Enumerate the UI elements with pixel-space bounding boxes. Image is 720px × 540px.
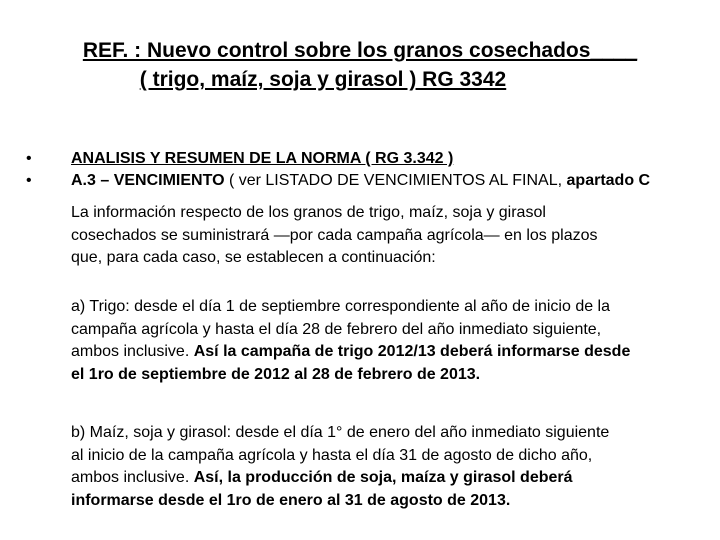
intro-line: que, para cada caso, se establecen a continuación: (71, 249, 436, 266)
bullet-tail: apartado C (566, 172, 651, 189)
paragraph-maiz-soja-girasol (71, 422, 711, 512)
para-b-line: al inicio de la campaña agrícola y hasta el día 31 de agosto de dicho año, (71, 446, 593, 464)
para-b-plain: ambos inclusive. (71, 469, 194, 486)
bullet-rest: ( ver LISTADO DE VENCIMIENTOS AL FINAL, (224, 172, 567, 189)
slide-title (0, 36, 720, 94)
bullet-list (26, 148, 706, 192)
intro-line: cosechados se suministrará —por cada campaña agrícola— en los plazos (71, 226, 598, 244)
bullet-text: ANALISIS Y RESUMEN DE LA NORMA ( RG 3.342 ) (71, 150, 454, 167)
title-line-2: ( trigo, maíz, soja y girasol ) RG 3342 (139, 68, 507, 91)
intro-line: La información respecto de los granos de trigo, maíz, soja y girasol (71, 204, 546, 221)
para-a-line (71, 341, 711, 364)
para-a-line-bold: el 1ro de septiembre de 2012 al 28 de febrero de 2013. (71, 365, 481, 383)
para-b-line-bold: informarse desde el 1ro de enero al 31 de agosto de 2013. (71, 491, 511, 509)
para-a-plain: ambos inclusive. (71, 343, 194, 360)
para-a-line: campaña agrícola y hasta el día 28 de febrero del año inmediato siguiente, (71, 320, 602, 338)
bullet-marker: • (26, 172, 32, 189)
bullet-lead: A.3 – VENCIMIENTO (71, 172, 225, 189)
bullet-text (71, 170, 706, 192)
title-line-1: REF. : Nuevo control sobre los granos cosechados____ (82, 39, 638, 62)
para-b-line (71, 467, 711, 490)
para-b-line: b) Maíz, soja y girasol: desde el día 1° de enero del año inmediato siguiente (71, 424, 610, 441)
paragraph-trigo (71, 296, 711, 386)
para-a-line: a) Trigo: desde el día 1 de septiembre correspondiente al año de inicio de la (71, 298, 611, 315)
para-a-bold: Así la campaña de trigo 2012/13 deberá informarse desde (193, 343, 631, 360)
intro-paragraph (71, 202, 711, 270)
bullet-item-vencimiento (26, 170, 706, 192)
bullet-marker: • (26, 150, 32, 167)
para-b-bold: Así, la producción de soja, maíza y girasol deberá (193, 469, 573, 486)
bullet-item-analisis (26, 148, 706, 170)
